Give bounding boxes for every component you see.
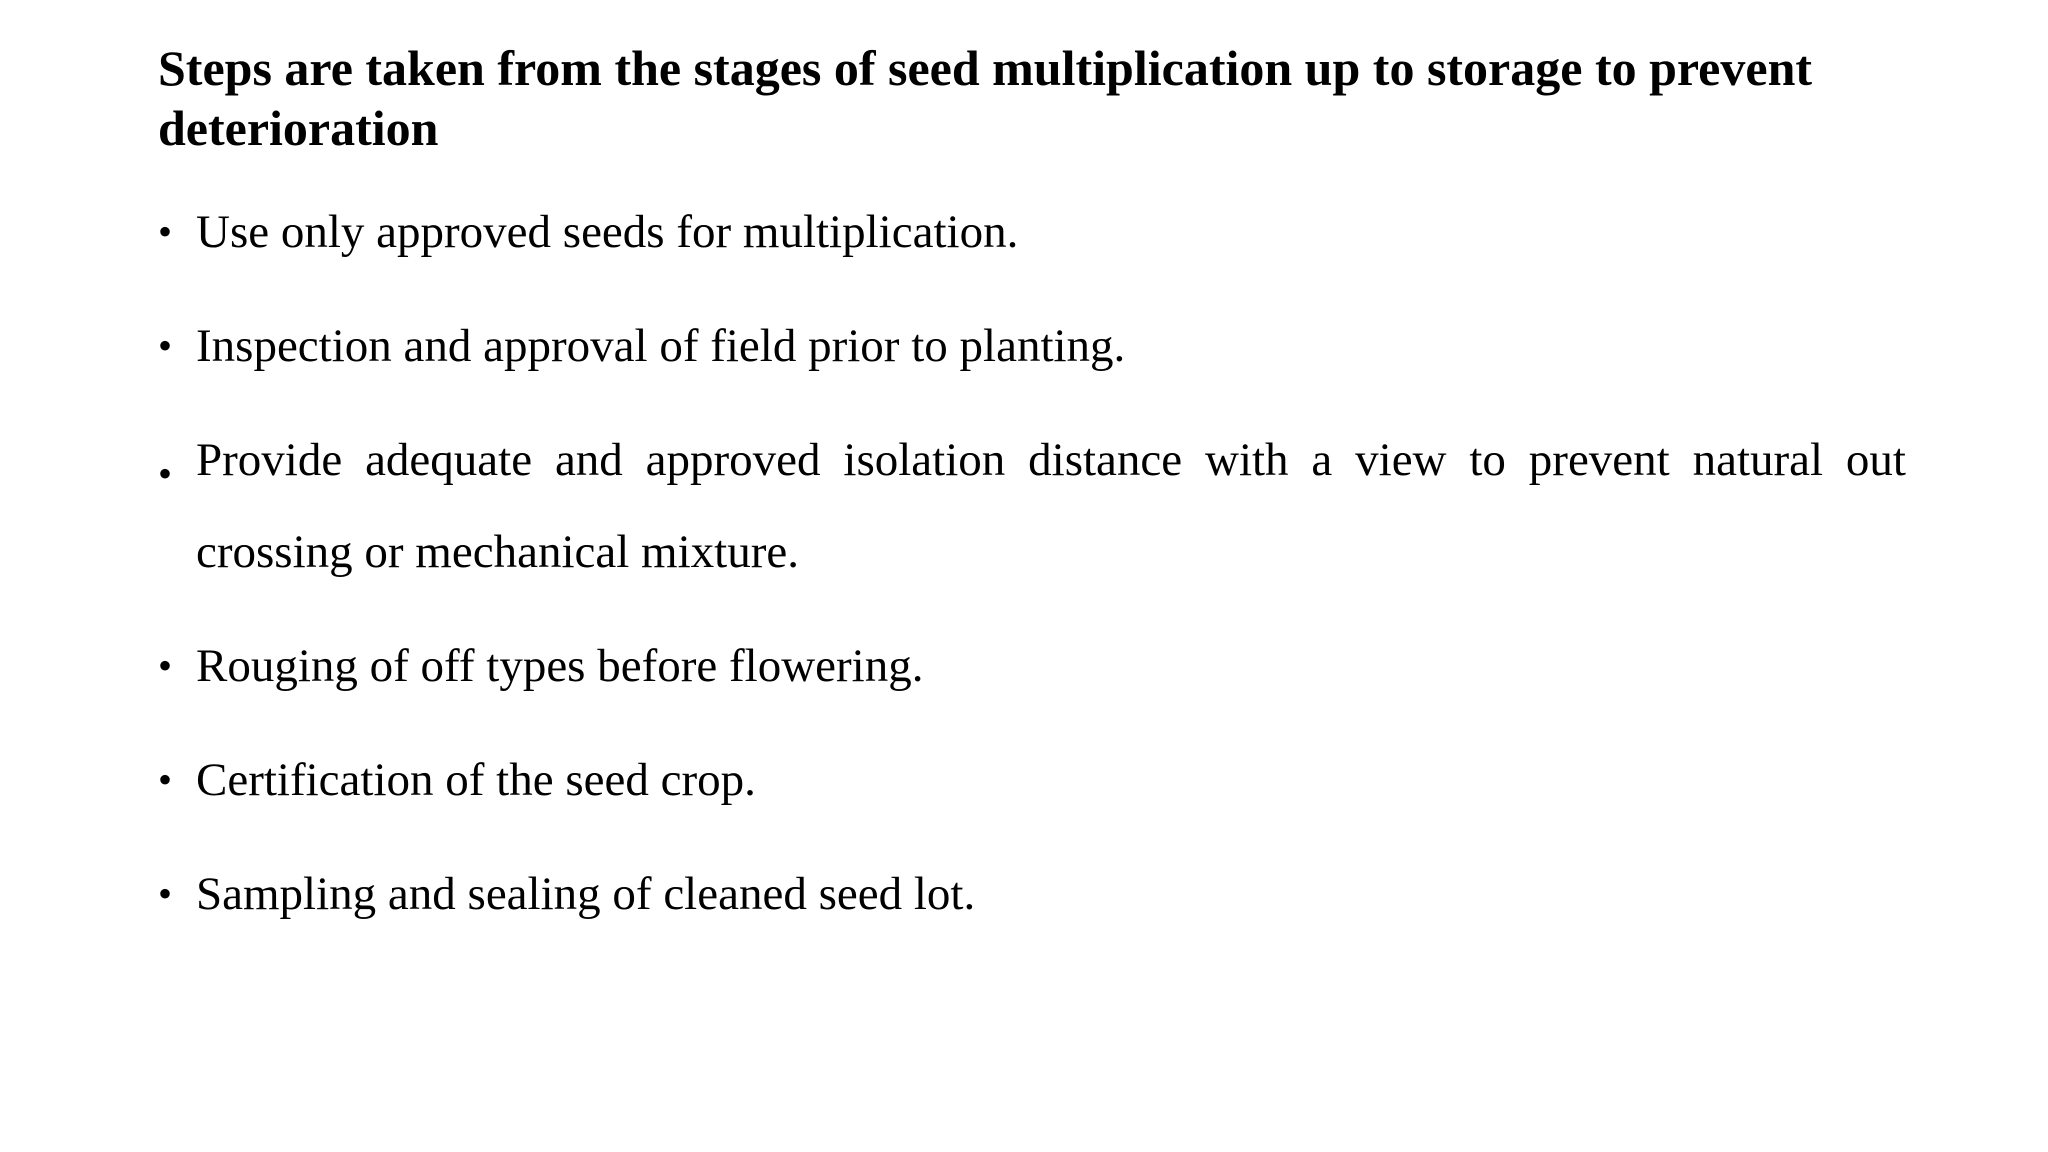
bullet-icon: •: [158, 757, 173, 802]
bullet-icon: •: [158, 871, 173, 916]
bullet-icon: •: [158, 451, 173, 496]
bullet-text: Provide adequate and approved isolation distance with a view to prevent natural out crossing or mechanical mixture.: [196, 434, 1906, 578]
list-item: [158, 748, 1906, 812]
list-item: [158, 414, 1906, 598]
bullet-text: Certification of the seed crop.: [196, 754, 756, 806]
list-item: [158, 314, 1906, 378]
bullet-text: Use only approved seeds for multiplication.: [196, 206, 1019, 258]
bullet-text: Sampling and sealing of cleaned seed lot.: [196, 868, 976, 920]
list-item: [158, 634, 1906, 698]
slide-title: Steps are taken from the stages of seed multiplication up to storage to prevent deterioration: [158, 40, 1813, 156]
bullet-icon: •: [158, 323, 173, 368]
bullet-list: [158, 200, 1906, 976]
bullet-text: Inspection and approval of field prior to planting.: [196, 320, 1126, 372]
bullet-text: Rouging of off types before flowering.: [196, 640, 924, 692]
bullet-icon: •: [158, 209, 173, 254]
bullet-icon: •: [158, 643, 173, 688]
list-item: [158, 862, 1906, 926]
list-item: [158, 200, 1906, 264]
